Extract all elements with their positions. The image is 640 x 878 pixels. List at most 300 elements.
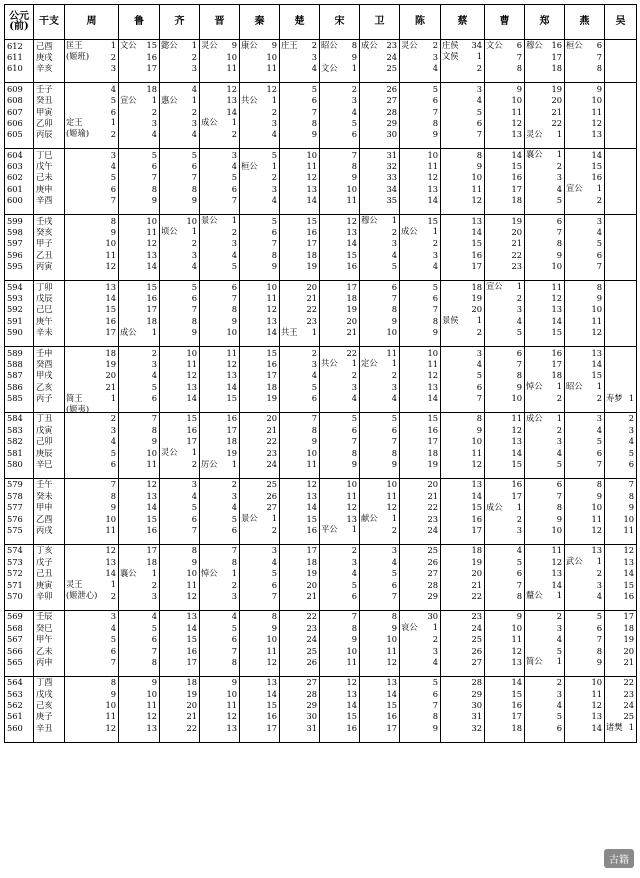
table-cell: 14 bbox=[485, 447, 525, 458]
table-cell: 584 bbox=[5, 412, 34, 424]
table-cell: 4 bbox=[441, 358, 485, 369]
table-cell: 成公 1 bbox=[400, 226, 441, 237]
table-cell: 12 bbox=[280, 478, 320, 490]
table-cell: 22 bbox=[280, 304, 320, 315]
spacer-cell bbox=[565, 734, 605, 743]
table-cell: 6 bbox=[65, 106, 119, 117]
spacer-cell bbox=[441, 206, 485, 215]
table-row bbox=[5, 656, 637, 667]
table-cell: 庚申 bbox=[34, 183, 65, 194]
table-cell: 7 bbox=[525, 226, 565, 237]
table-cell: 17 bbox=[605, 610, 637, 622]
table-cell: 3 bbox=[119, 358, 160, 369]
table-cell: 庚戌 bbox=[34, 51, 65, 62]
spacer-cell bbox=[485, 602, 525, 611]
table-cell: 2 bbox=[65, 590, 119, 601]
table-cell: 12 bbox=[160, 590, 200, 601]
table-cell: 文公 15 bbox=[119, 40, 160, 52]
table-cell: 9 bbox=[565, 83, 605, 95]
spacer-cell bbox=[200, 272, 240, 281]
table-cell: 15 bbox=[240, 700, 280, 711]
spacer-cell bbox=[441, 404, 485, 413]
table-cell: 庚午 bbox=[34, 315, 65, 326]
table-cell: 18 bbox=[200, 436, 240, 447]
spacer-cell bbox=[160, 272, 200, 281]
table-cell: 甲申 bbox=[34, 502, 65, 513]
table-cell: 9 bbox=[200, 315, 240, 326]
table-cell: 18 bbox=[441, 281, 485, 293]
table-cell: 10 bbox=[160, 568, 200, 579]
table-row bbox=[5, 579, 637, 590]
table-cell: 18 bbox=[240, 381, 280, 392]
table-cell: 582 bbox=[5, 436, 34, 447]
table-cell: 辛巳 bbox=[34, 459, 65, 470]
table-cell: 2 bbox=[400, 634, 441, 645]
table-cell: 12 bbox=[565, 327, 605, 338]
table-cell: 2 bbox=[320, 544, 360, 556]
table-cell: 6 bbox=[65, 645, 119, 656]
spacer-cell bbox=[485, 74, 525, 83]
table-cell: 11 bbox=[485, 634, 525, 645]
spacer-cell bbox=[525, 338, 565, 347]
table-cell: 5 bbox=[565, 436, 605, 447]
table-cell: 9 bbox=[160, 327, 200, 338]
spacer-cell bbox=[34, 602, 65, 611]
table-cell bbox=[605, 40, 637, 52]
table-cell: 11 bbox=[200, 700, 240, 711]
table-row bbox=[5, 129, 637, 140]
spacer-cell bbox=[320, 404, 360, 413]
table-cell: 7 bbox=[200, 645, 240, 656]
table-cell: 14 bbox=[200, 106, 240, 117]
table-cell: 6 bbox=[400, 95, 441, 106]
table-cell: 562 bbox=[5, 700, 34, 711]
table-cell: 31 bbox=[280, 722, 320, 733]
group-spacer-row bbox=[5, 602, 637, 611]
table-cell: 28 bbox=[280, 688, 320, 699]
spacer-cell bbox=[485, 272, 525, 281]
table-cell: 577 bbox=[5, 502, 34, 513]
table-cell: 17 bbox=[320, 281, 360, 293]
spacer-cell bbox=[485, 536, 525, 545]
table-cell: 14 bbox=[280, 195, 320, 206]
table-cell: 13 bbox=[240, 676, 280, 688]
spacer-cell bbox=[360, 206, 400, 215]
table-cell: 588 bbox=[5, 358, 34, 369]
table-cell: 23 bbox=[400, 513, 441, 524]
table-cell: 13 bbox=[565, 129, 605, 140]
table-cell: 10 bbox=[360, 634, 400, 645]
column-header: 卫 bbox=[360, 5, 400, 40]
table-cell: 甲寅 bbox=[34, 106, 65, 117]
table-cell: 601 bbox=[5, 183, 34, 194]
spacer-cell bbox=[119, 470, 160, 479]
group-spacer-row bbox=[5, 338, 637, 347]
spacer-cell bbox=[485, 140, 525, 149]
table-cell: 4 bbox=[525, 183, 565, 194]
table-cell: 14 bbox=[360, 688, 400, 699]
table-cell: 成公 1 bbox=[200, 117, 240, 128]
spacer-cell bbox=[565, 602, 605, 611]
table-cell: 8 bbox=[400, 117, 441, 128]
table-cell: 18 bbox=[119, 315, 160, 326]
table-cell: 13 bbox=[119, 249, 160, 260]
table-cell: 8 bbox=[119, 183, 160, 194]
table-cell: 4 bbox=[160, 261, 200, 272]
table-cell: 24 bbox=[605, 700, 637, 711]
table-cell: 4 bbox=[441, 95, 485, 106]
table-cell: 5 bbox=[485, 327, 525, 338]
table-cell: 4 bbox=[160, 490, 200, 501]
table-cell: 16 bbox=[360, 711, 400, 722]
table-cell: 17 bbox=[360, 722, 400, 733]
table-cell: 18 bbox=[320, 292, 360, 303]
table-cell: 9 bbox=[441, 161, 485, 172]
table-cell: 10 bbox=[280, 149, 320, 161]
spacer-cell bbox=[441, 272, 485, 281]
table-cell: 10 bbox=[360, 478, 400, 490]
table-row bbox=[5, 381, 637, 392]
table-cell: 11 bbox=[565, 315, 605, 326]
table-cell: 14 bbox=[160, 622, 200, 633]
table-cell: 3 bbox=[160, 63, 200, 74]
spacer-cell bbox=[400, 602, 441, 611]
spacer-cell bbox=[34, 404, 65, 413]
table-cell: 庄王 2 bbox=[280, 40, 320, 52]
table-row bbox=[5, 261, 637, 272]
table-cell: 26 bbox=[240, 490, 280, 501]
table-cell: 20 bbox=[400, 478, 441, 490]
table-cell: 2 bbox=[280, 346, 320, 358]
table-cell: 3 bbox=[280, 358, 320, 369]
spacer-cell bbox=[200, 470, 240, 479]
table-cell: 14 bbox=[525, 315, 565, 326]
group-spacer-row bbox=[5, 206, 637, 215]
table-cell: 22 bbox=[400, 502, 441, 513]
table-cell: 8 bbox=[119, 424, 160, 435]
table-cell: 8 bbox=[485, 590, 525, 601]
group-spacer-row bbox=[5, 74, 637, 83]
spacer-cell bbox=[34, 734, 65, 743]
spacer-cell bbox=[320, 536, 360, 545]
table-cell: 20 bbox=[441, 568, 485, 579]
table-cell: 14 bbox=[200, 381, 240, 392]
spacer-cell bbox=[160, 734, 200, 743]
spacer-cell bbox=[280, 272, 320, 281]
table-cell: 21 bbox=[280, 292, 320, 303]
table-cell: 癸酉 bbox=[34, 358, 65, 369]
table-cell: 12 bbox=[200, 83, 240, 95]
table-cell: 13 bbox=[400, 183, 441, 194]
table-cell: 21 bbox=[65, 381, 119, 392]
table-cell: 573 bbox=[5, 556, 34, 567]
table-cell bbox=[605, 95, 637, 106]
table-row bbox=[5, 149, 637, 161]
table-cell: 21 bbox=[441, 579, 485, 590]
spacer-cell bbox=[360, 602, 400, 611]
table-cell: 6 bbox=[119, 161, 160, 172]
table-cell: 4 bbox=[565, 226, 605, 237]
table-cell: 庄侯 34 bbox=[441, 40, 485, 52]
table-cell: 2 bbox=[160, 106, 200, 117]
table-cell: 16 bbox=[160, 424, 200, 435]
table-cell: 12 bbox=[525, 556, 565, 567]
table-cell: 4 bbox=[280, 63, 320, 74]
table-cell: 19 bbox=[441, 556, 485, 567]
table-cell: 14 bbox=[240, 688, 280, 699]
spacer-cell bbox=[360, 734, 400, 743]
table-cell: 6 bbox=[565, 249, 605, 260]
table-cell: 9 bbox=[565, 656, 605, 667]
header-row bbox=[5, 5, 637, 40]
spacer-cell bbox=[280, 74, 320, 83]
spacer-cell bbox=[280, 536, 320, 545]
table-cell: 3 bbox=[200, 238, 240, 249]
table-cell: 17 bbox=[525, 51, 565, 62]
table-cell: 23 bbox=[485, 261, 525, 272]
table-cell: 18 bbox=[280, 556, 320, 567]
table-cell: 丙戌 bbox=[34, 524, 65, 535]
spacer-cell bbox=[34, 536, 65, 545]
table-cell: 10 bbox=[119, 215, 160, 227]
table-cell: 12 bbox=[240, 83, 280, 95]
table-cell: 569 bbox=[5, 610, 34, 622]
table-cell bbox=[605, 83, 637, 95]
table-cell: 成公 1 bbox=[525, 412, 565, 424]
table-cell: 7 bbox=[65, 478, 119, 490]
spacer-cell bbox=[160, 206, 200, 215]
table-cell: 釐公 1 bbox=[525, 590, 565, 601]
table-cell: 4 bbox=[485, 544, 525, 556]
table-cell: 10 bbox=[565, 502, 605, 513]
table-cell: 7 bbox=[160, 524, 200, 535]
table-cell: 3 bbox=[400, 645, 441, 656]
table-cell: 丙辰 bbox=[34, 129, 65, 140]
table-cell: 4 bbox=[240, 556, 280, 567]
spacer-cell bbox=[320, 338, 360, 347]
spacer-cell bbox=[605, 338, 637, 347]
table-cell: 13 bbox=[441, 215, 485, 227]
table-cell: 3 bbox=[320, 95, 360, 106]
table-cell: 3 bbox=[605, 424, 637, 435]
table-cell: 16 bbox=[485, 700, 525, 711]
table-cell: 10 bbox=[240, 281, 280, 293]
table-cell: 9 bbox=[240, 261, 280, 272]
table-cell: 3 bbox=[160, 478, 200, 490]
table-cell: 17 bbox=[280, 544, 320, 556]
table-cell: 癸丑 bbox=[34, 95, 65, 106]
spacer-cell bbox=[400, 734, 441, 743]
table-row bbox=[5, 700, 637, 711]
spacer-cell bbox=[320, 470, 360, 479]
table-row bbox=[5, 676, 637, 688]
table-cell: 3 bbox=[525, 172, 565, 183]
table-cell: 14 bbox=[485, 149, 525, 161]
table-cell: 辛亥 bbox=[34, 63, 65, 74]
table-cell: 10 bbox=[565, 304, 605, 315]
table-cell: 3 bbox=[400, 51, 441, 62]
spacer-cell bbox=[605, 206, 637, 215]
table-cell: 9 bbox=[160, 556, 200, 567]
table-cell: 5 bbox=[320, 412, 360, 424]
table-cell: 7 bbox=[280, 106, 320, 117]
table-cell: 21 bbox=[160, 711, 200, 722]
table-cell: 583 bbox=[5, 424, 34, 435]
table-cell: 丙子 bbox=[34, 393, 65, 404]
table-cell: 5 bbox=[280, 83, 320, 95]
table-cell: 16 bbox=[441, 513, 485, 524]
table-cell: 2 bbox=[525, 161, 565, 172]
table-cell: 21 bbox=[400, 490, 441, 501]
table-cell: 12 bbox=[240, 304, 280, 315]
table-cell: 2 bbox=[360, 524, 400, 535]
spacer-cell bbox=[65, 140, 119, 149]
table-cell: 20 bbox=[485, 226, 525, 237]
table-cell: 6 bbox=[65, 459, 119, 470]
table-cell: 昭公 8 bbox=[320, 40, 360, 52]
table-cell: 27 bbox=[240, 502, 280, 513]
spacer-cell bbox=[280, 734, 320, 743]
table-cell: 29 bbox=[360, 117, 400, 128]
spacer-cell bbox=[441, 668, 485, 677]
table-cell: 11 bbox=[240, 645, 280, 656]
spacer-cell bbox=[565, 668, 605, 677]
table-cell: 6 bbox=[200, 524, 240, 535]
table-cell: 18 bbox=[485, 195, 525, 206]
table-cell: 8 bbox=[160, 544, 200, 556]
table-row bbox=[5, 172, 637, 183]
table-cell: 6 bbox=[525, 722, 565, 733]
table-cell: 13 bbox=[160, 381, 200, 392]
table-cell: 己卯 bbox=[34, 436, 65, 447]
spacer-cell bbox=[34, 74, 65, 83]
table-cell: 3 bbox=[360, 238, 400, 249]
table-cell: 15 bbox=[65, 304, 119, 315]
spacer-cell bbox=[525, 470, 565, 479]
table-cell: 5 bbox=[200, 622, 240, 633]
table-cell: 13 bbox=[485, 656, 525, 667]
table-cell: 5 bbox=[441, 106, 485, 117]
table-cell bbox=[605, 183, 637, 194]
table-cell: 共公 1 bbox=[320, 358, 360, 369]
table-cell: 文公 1 bbox=[320, 63, 360, 74]
table-cell: 匡王 1 (姬班) bbox=[65, 40, 119, 52]
spacer-cell bbox=[160, 470, 200, 479]
table-cell: 11 bbox=[525, 544, 565, 556]
table-cell: 7 bbox=[160, 304, 200, 315]
table-cell: 3 bbox=[485, 304, 525, 315]
table-cell: 604 bbox=[5, 149, 34, 161]
table-row bbox=[5, 292, 637, 303]
table-cell: 7 bbox=[119, 172, 160, 183]
spacer-cell bbox=[605, 272, 637, 281]
table-cell: 成公 23 bbox=[360, 40, 400, 52]
table-cell: 9 bbox=[360, 315, 400, 326]
table-cell: 定公 1 bbox=[360, 358, 400, 369]
table-cell: 辛丑 bbox=[34, 722, 65, 733]
table-cell: 2 bbox=[200, 226, 240, 237]
table-cell: 5 bbox=[320, 117, 360, 128]
table-cell: 10 bbox=[200, 688, 240, 699]
table-cell: 23 bbox=[441, 610, 485, 622]
spacer-cell bbox=[525, 668, 565, 677]
spacer-cell bbox=[65, 74, 119, 83]
table-cell: 4 bbox=[200, 161, 240, 172]
table-cell: 丙寅 bbox=[34, 261, 65, 272]
table-cell: 22 bbox=[441, 590, 485, 601]
table-cell: 10 bbox=[441, 436, 485, 447]
table-cell: 14 bbox=[565, 722, 605, 733]
table-row bbox=[5, 106, 637, 117]
table-cell: 8 bbox=[320, 447, 360, 458]
table-cell: 9 bbox=[280, 436, 320, 447]
table-cell: 20 bbox=[65, 370, 119, 381]
spacer-cell bbox=[565, 206, 605, 215]
table-cell: 顷公 1 bbox=[160, 226, 200, 237]
table-cell: 7 bbox=[400, 700, 441, 711]
table-cell: 4 bbox=[565, 590, 605, 601]
table-cell: 6 bbox=[200, 183, 240, 194]
table-cell: 19 bbox=[525, 83, 565, 95]
table-cell: 13 bbox=[200, 722, 240, 733]
table-cell: 18 bbox=[119, 83, 160, 95]
table-cell: 589 bbox=[5, 346, 34, 358]
table-cell: 2 bbox=[485, 513, 525, 524]
column-header: 鲁 bbox=[119, 5, 160, 40]
spacer-cell bbox=[441, 470, 485, 479]
spacer-cell bbox=[119, 602, 160, 611]
table-row bbox=[5, 524, 637, 535]
table-cell: 7 bbox=[360, 590, 400, 601]
table-cell: 景侯 1 bbox=[441, 315, 485, 326]
table-cell: 5 bbox=[119, 381, 160, 392]
table-cell: 8 bbox=[160, 183, 200, 194]
table-cell bbox=[605, 51, 637, 62]
table-cell: 7 bbox=[485, 358, 525, 369]
table-cell: 18 bbox=[485, 722, 525, 733]
table-cell: 13 bbox=[119, 490, 160, 501]
table-cell: 18 bbox=[119, 556, 160, 567]
table-cell: 18 bbox=[160, 676, 200, 688]
table-cell: 14 bbox=[65, 292, 119, 303]
table-cell: 3 bbox=[565, 579, 605, 590]
table-cell: 壬子 bbox=[34, 83, 65, 95]
column-header: 秦 bbox=[240, 5, 280, 40]
table-cell: 7 bbox=[160, 172, 200, 183]
table-cell: 16 bbox=[240, 358, 280, 369]
table-cell bbox=[605, 172, 637, 183]
table-cell: 611 bbox=[5, 51, 34, 62]
spacer-cell bbox=[485, 404, 525, 413]
table-cell: 10 bbox=[160, 215, 200, 227]
table-cell bbox=[605, 226, 637, 237]
table-cell: 13 bbox=[360, 676, 400, 688]
spacer-cell bbox=[400, 140, 441, 149]
table-cell: 8 bbox=[320, 161, 360, 172]
table-cell: 6 bbox=[441, 381, 485, 392]
table-cell: 15 bbox=[441, 502, 485, 513]
table-cell: 31 bbox=[360, 149, 400, 161]
table-cell: 5 bbox=[400, 281, 441, 293]
table-cell: 6 bbox=[320, 590, 360, 601]
table-cell: 7 bbox=[605, 478, 637, 490]
column-header: 公元 (前) bbox=[5, 5, 34, 40]
table-cell: 18 bbox=[65, 346, 119, 358]
table-cell: 10 bbox=[280, 447, 320, 458]
table-cell: 561 bbox=[5, 711, 34, 722]
table-cell: 13 bbox=[485, 129, 525, 140]
table-cell: 3 bbox=[240, 544, 280, 556]
